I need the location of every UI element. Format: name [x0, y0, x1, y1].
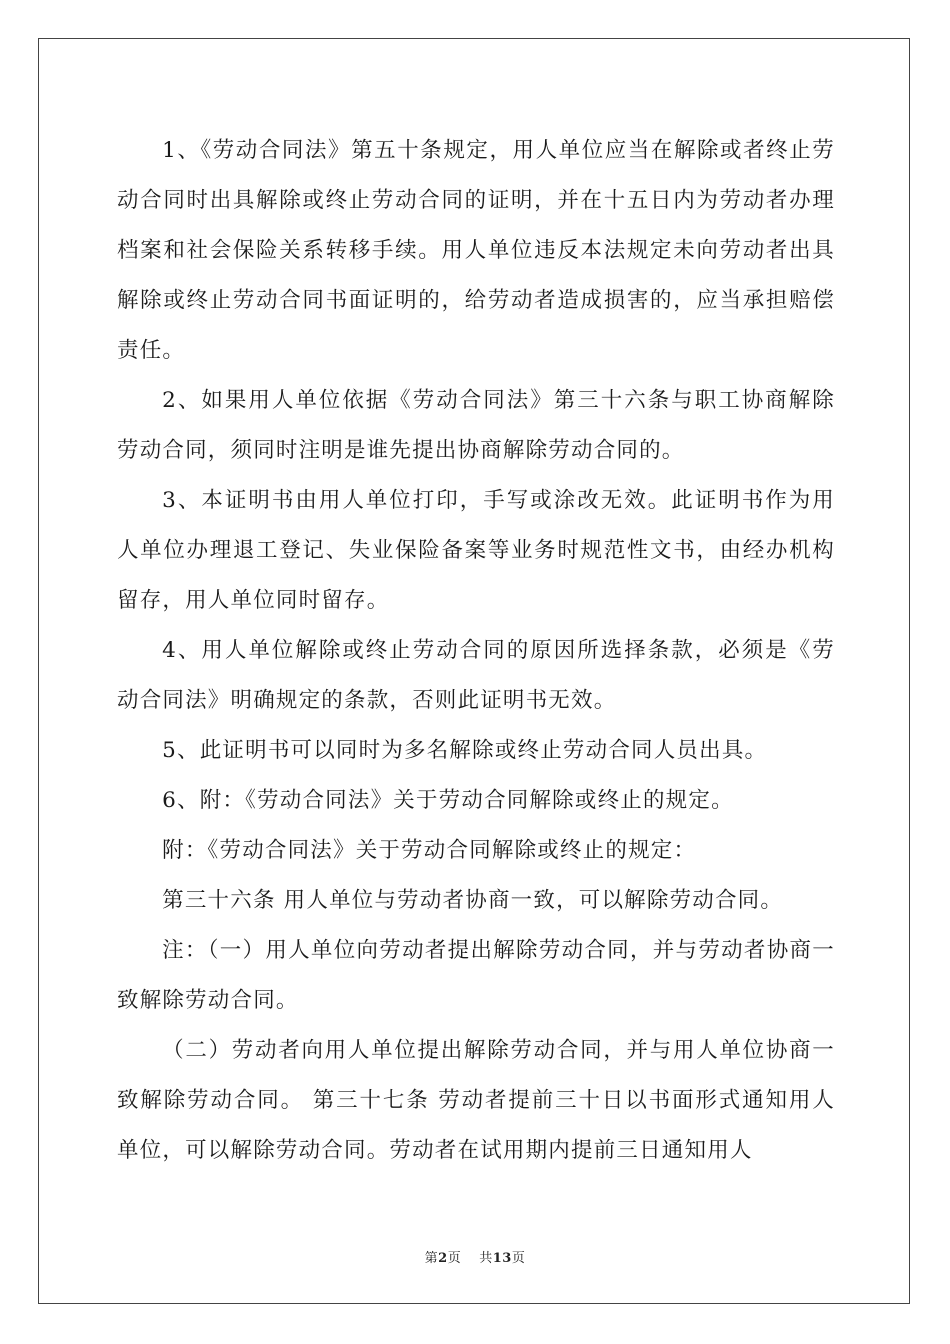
page-number [425, 1251, 462, 1266]
article-36: 第三十六条 用人单位与劳动者协商一致，可以解除劳动合同。 [162, 888, 784, 913]
paragraph-5: 5、此证明书可以同时为多名解除或终止劳动合同人员出具。 [162, 738, 768, 763]
total-pages: 13 [492, 1251, 512, 1266]
total-prefix: 共 [479, 1251, 493, 1266]
page-footer [0, 1247, 950, 1266]
note-1: 注：（一）用人单位向劳动者提出解除劳动合同，并与劳动者协商一致解除劳动合同。 [117, 938, 835, 1013]
appendix-heading: 附：《劳动合同法》关于劳动合同解除或终止的规定： [162, 838, 697, 863]
total-suffix: 页 [511, 1251, 526, 1266]
paragraph-2: 2、如果用人单位依据《劳动合同法》第三十六条与职工协商解除劳动合同，须同时注明是谁先提出协商解除劳动合同的。 [117, 388, 835, 463]
page-prefix: 第 [424, 1251, 439, 1266]
paragraph-6: 6、附：《劳动合同法》关于劳动合同解除或终止的规定。 [162, 788, 734, 813]
note-2-article-37: （二）劳动者向用人单位提出解除劳动合同，并与用人单位协商一致解除劳动合同。 第三十七条 劳动者提前三十日以书面形式通知用人单位，可以解除劳动合同。劳动者在试用期内提前三日通知用人 [117, 1038, 835, 1163]
paragraph-1: 1、《劳动合同法》第五十条规定，用人单位应当在解除或者终止劳动合同时出具解除或终止劳动合同的证明，并在十五日内为劳动者办理档案和社会保险关系转移手续。用人单位违反本法规定未向劳动者出具解除或终止劳动合同书面证明的，给劳动者造成损害的，应当承担赔偿责任。 [117, 138, 835, 363]
document-body [117, 126, 835, 1176]
paragraph-3: 3、本证明书由用人单位打印，手写或涂改无效。此证明书作为用人单位办理退工登记、失业保险备案等业务时规范性文书，由经办机构留存，用人单位同时留存。 [117, 488, 835, 613]
page-total [479, 1251, 525, 1266]
current-page: 2 [438, 1251, 448, 1266]
paragraph-4: 4、用人单位解除或终止劳动合同的原因所选择条款，必须是《劳动合同法》明确规定的条款，否则此证明书无效。 [117, 638, 835, 713]
page-suffix: 页 [447, 1251, 462, 1266]
